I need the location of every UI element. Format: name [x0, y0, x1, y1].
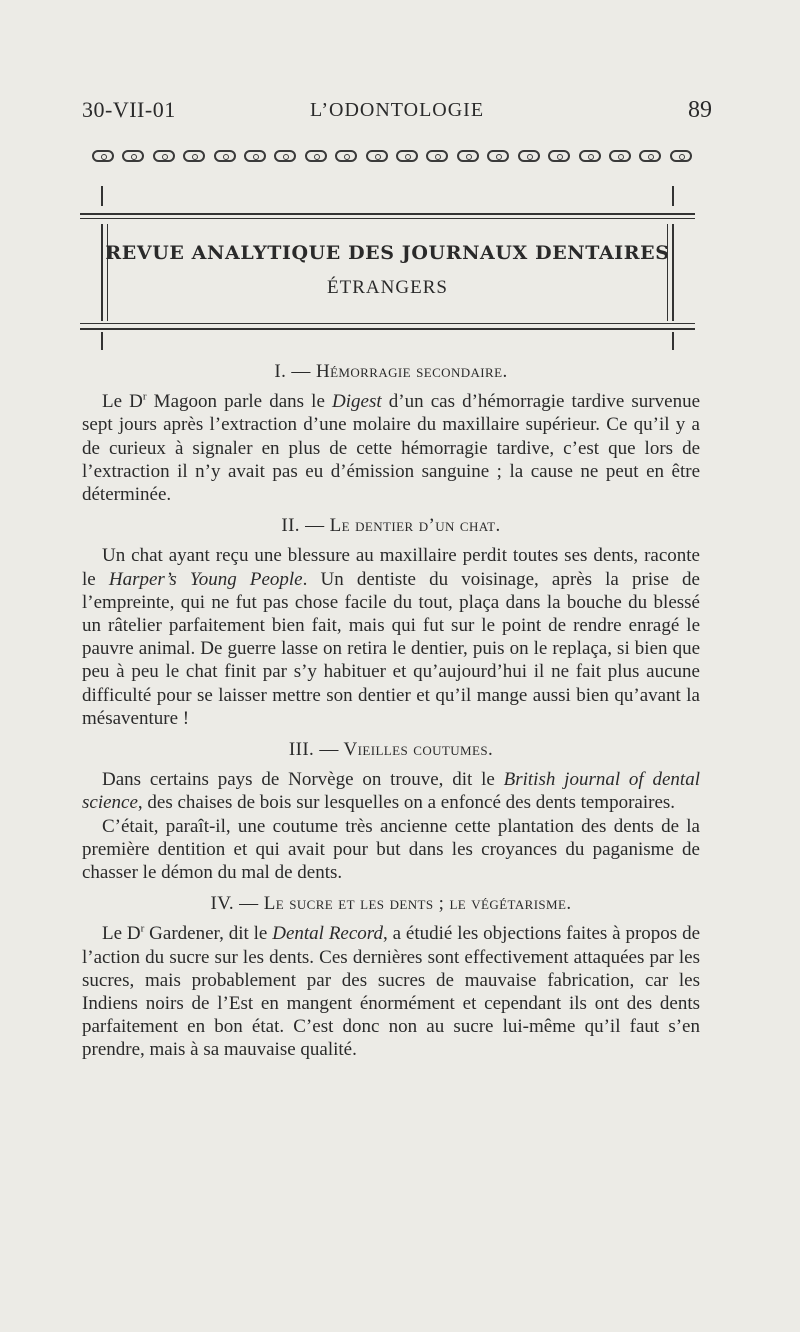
text-run: Le D: [102, 923, 141, 945]
paragraph: [82, 815, 700, 885]
article-content: [82, 360, 700, 1070]
frame-rule: [80, 213, 695, 215]
ornament-knot-icon: [122, 150, 144, 162]
publication-title: Digest: [332, 391, 382, 413]
ornament-knot-icon: [244, 150, 266, 162]
text-run: Magoon parle dans le: [146, 391, 333, 413]
text-run: d’un cas d’hémorragie tardive survenue sept jours après l’extraction d’une molaire du maxillaire supérieur. Ce qu’il y a de curieux à signaler en plus de cette hémorragie tardive, c’est que lors de l’extraction il n’y avait pas eu d’émission sanguine ; la cause ne peut en être déterminée.: [82, 391, 701, 506]
publication-title: Dental Record: [272, 923, 383, 945]
banner-subtitle: ÉTRANGERS: [327, 277, 448, 298]
banner-title: REVUE ANALYTIQUE DES JOURNAUX DENTAIRES: [105, 242, 670, 264]
ornament-knot-icon: [548, 150, 570, 162]
journal-title: L’ODONTOLOGIE: [309, 99, 485, 121]
ornament-knot-icon: [92, 150, 114, 162]
ornamental-border: [92, 147, 692, 165]
superscript: r: [142, 390, 147, 403]
text-run: , a étudié les objections faites à propos de l’action du sucre sur les dents. Ces dernières sont effectivement attaquées par les sucres, mais probablement par des sucres de mauvaise fabrication, car les Indiens noirs de l’Est en mangent énormément et cependant ils ont des dents parfaitement en bon état. C’est donc non au sucre lui-même qu’il faut s’en prendre, mais à sa mauvaise qualité.: [82, 923, 700, 1061]
frame-post: [101, 332, 103, 350]
ornament-knot-icon: [670, 150, 692, 162]
frame-rule: [80, 323, 695, 324]
publication-title: British journal of dental science: [82, 769, 700, 814]
superscript: r: [140, 923, 145, 936]
section-heading: IV. — Le sucre et les dents ; le végétarisme.: [210, 893, 572, 915]
paragraph: [82, 544, 700, 730]
frame-rule: [80, 328, 695, 330]
issue-date: 30-VII-01: [82, 97, 176, 122]
ornament-knot-icon: [305, 150, 327, 162]
section-heading: I. — Hémorragie secondaire.: [274, 361, 508, 382]
text-run: Gardener, dit le: [144, 923, 273, 945]
ornament-knot-icon: [609, 150, 631, 162]
ornament-knot-icon: [457, 150, 479, 162]
text-run: Le D: [102, 391, 143, 413]
paragraph: [82, 390, 700, 506]
ornament-knot-icon: [366, 150, 388, 162]
section-banner-frame: [80, 180, 695, 360]
ornament-knot-icon: [335, 150, 357, 162]
ornament-knot-icon: [579, 150, 601, 162]
ornament-knot-icon: [153, 150, 175, 162]
text-run: Dans certains pays de Norvège on trouve, dit le: [102, 769, 504, 791]
paragraph: [82, 922, 700, 1061]
page-number: 89: [688, 97, 712, 123]
paragraph: [82, 768, 700, 814]
ornament-knot-icon: [214, 150, 236, 162]
section-heading: II. — Le dentier d’un chat.: [281, 515, 501, 537]
frame-post: [672, 186, 674, 206]
frame-rule: [80, 218, 695, 219]
frame-post: [672, 332, 674, 350]
frame-post: [101, 186, 103, 206]
ornament-knot-icon: [183, 150, 205, 162]
ornament-knot-icon: [396, 150, 418, 162]
text-run: C’était, paraît-il, une coutume très ancienne cette plantation des dents de la première dentition et qui avait pour but dans les croyances du paganisme de chasser le démon du mal de dents.: [82, 815, 700, 884]
ornament-knot-icon: [426, 150, 448, 162]
ornament-knot-icon: [518, 150, 540, 162]
ornament-knot-icon: [274, 150, 296, 162]
ornament-knot-icon: [487, 150, 509, 162]
text-run: Un chat ayant reçu une blessure au maxillaire perdit toutes ses dents, raconte le: [82, 545, 700, 590]
text-run: , des chaises de bois sur lesquelles on a enfoncé des dents temporaires.: [137, 792, 676, 814]
banner-box: [101, 224, 674, 321]
running-head: [82, 97, 712, 127]
publication-title: Harper’s Young People: [108, 568, 303, 590]
text-run: . Un dentiste du voisinage, après la prise de l’empreinte, qui ne fut pas chose facile du tout, plaça dans la bouche du blessé un râtelier parfaitement bien fait, mais qui fut sur le point de rendre enragé le pauvre animal. De guerre lasse on retira le dentier, puis on le replaça, si bien que peu à peu le chat finit par s’y habituer et qu’aujourd’hui il ne fait plus aucune difficulté pour se laisser mettre son dentier et qu’il mange aussi bien qu’avant la mésaventure !: [82, 568, 700, 729]
ornament-knot-icon: [639, 150, 661, 162]
section-heading: III. — Vieilles coutumes.: [288, 739, 494, 761]
